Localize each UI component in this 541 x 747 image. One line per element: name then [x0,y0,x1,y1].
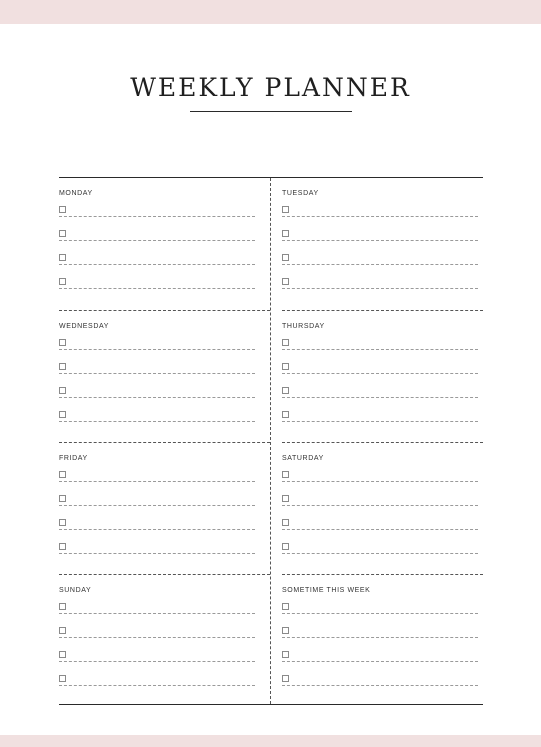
writing-line[interactable] [59,637,255,638]
task-checkbox[interactable] [282,411,289,418]
writing-line[interactable] [59,661,255,662]
task-row [59,491,255,507]
writing-line[interactable] [282,661,478,662]
section-label: THURSDAY [282,323,325,330]
task-checkbox[interactable] [59,627,66,634]
writing-line[interactable] [59,505,255,506]
section-sunday [59,574,270,707]
task-checkbox[interactable] [282,278,289,285]
section-label: TUESDAY [282,190,319,197]
task-row [282,491,478,507]
task-row [282,467,478,483]
section-label: MONDAY [59,190,93,197]
writing-line[interactable] [282,240,478,241]
task-checkbox[interactable] [59,519,66,526]
task-row [282,647,478,663]
column-divider [270,178,271,704]
section-label: SUNDAY [59,587,92,594]
writing-line[interactable] [282,481,478,482]
task-row [282,623,478,639]
section-label: SOMETIME THIS WEEK [282,587,371,594]
writing-line[interactable] [59,264,255,265]
section-thursday [282,310,483,443]
writing-line[interactable] [59,349,255,350]
writing-line[interactable] [282,397,478,398]
page-title: WEEKLY PLANNER [130,73,411,102]
task-row [282,671,478,687]
task-checkbox[interactable] [59,387,66,394]
section-sometime-this-week [282,574,483,707]
writing-line[interactable] [59,288,255,289]
writing-line[interactable] [282,529,478,530]
task-row [282,250,478,266]
task-row [59,671,255,687]
task-checkbox[interactable] [282,543,289,550]
task-row [59,599,255,615]
task-checkbox[interactable] [282,206,289,213]
task-checkbox[interactable] [282,603,289,610]
section-label: WEDNESDAY [59,323,109,330]
task-checkbox[interactable] [59,675,66,682]
writing-line[interactable] [282,349,478,350]
task-checkbox[interactable] [282,627,289,634]
task-row [282,539,478,555]
task-checkbox[interactable] [282,254,289,261]
task-checkbox[interactable] [282,230,289,237]
section-friday [59,442,270,575]
task-row [59,623,255,639]
task-row [59,226,255,242]
planner-grid [59,177,483,705]
task-row [59,467,255,483]
task-row [59,274,255,290]
writing-line[interactable] [59,481,255,482]
section-label: FRIDAY [59,455,88,462]
task-checkbox[interactable] [282,675,289,682]
title-underline [190,111,352,112]
writing-line[interactable] [282,505,478,506]
task-checkbox[interactable] [282,471,289,478]
writing-line[interactable] [282,637,478,638]
task-checkbox[interactable] [282,495,289,502]
task-checkbox[interactable] [59,543,66,550]
writing-line[interactable] [59,553,255,554]
task-checkbox[interactable] [59,363,66,370]
writing-line[interactable] [282,373,478,374]
writing-line[interactable] [59,373,255,374]
task-row [282,335,478,351]
task-row [59,539,255,555]
task-checkbox[interactable] [282,339,289,346]
bottom-accent-band [0,735,541,747]
task-row [59,383,255,399]
writing-line[interactable] [282,288,478,289]
task-row [282,226,478,242]
writing-line[interactable] [282,421,478,422]
task-checkbox[interactable] [59,651,66,658]
task-checkbox[interactable] [59,411,66,418]
writing-line[interactable] [282,685,478,686]
section-saturday [282,442,483,575]
task-row [59,359,255,375]
writing-line[interactable] [59,421,255,422]
top-accent-band [0,0,541,24]
task-checkbox[interactable] [59,278,66,285]
task-checkbox[interactable] [59,603,66,610]
writing-line[interactable] [59,685,255,686]
section-tuesday [282,178,478,310]
writing-line[interactable] [59,397,255,398]
task-checkbox[interactable] [282,519,289,526]
writing-line[interactable] [282,216,478,217]
task-row [282,202,478,218]
task-row [59,647,255,663]
task-row [59,250,255,266]
task-checkbox[interactable] [59,254,66,261]
task-row [282,383,478,399]
task-row [59,407,255,423]
task-checkbox[interactable] [59,471,66,478]
writing-line[interactable] [59,216,255,217]
task-checkbox[interactable] [282,363,289,370]
task-row [282,515,478,531]
writing-line[interactable] [59,240,255,241]
writing-line[interactable] [282,264,478,265]
task-checkbox[interactable] [59,230,66,237]
task-row [59,515,255,531]
writing-line[interactable] [59,529,255,530]
writing-line[interactable] [59,613,255,614]
task-checkbox[interactable] [59,206,66,213]
task-row [59,202,255,218]
task-row [282,407,478,423]
task-row [59,335,255,351]
section-wednesday [59,310,270,443]
task-row [282,599,478,615]
task-checkbox[interactable] [59,495,66,502]
task-checkbox[interactable] [59,339,66,346]
task-checkbox[interactable] [282,651,289,658]
writing-line[interactable] [282,613,478,614]
section-monday [59,178,255,310]
writing-line[interactable] [282,553,478,554]
task-row [282,274,478,290]
task-row [282,359,478,375]
task-checkbox[interactable] [282,387,289,394]
section-label: SATURDAY [282,455,324,462]
